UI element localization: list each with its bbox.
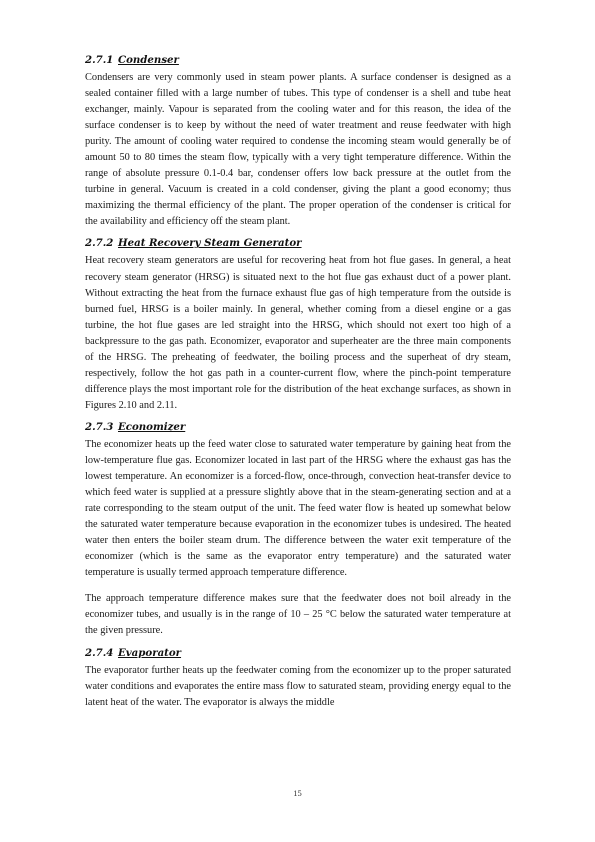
- paragraph: The economizer heats up the feed water close to saturated water temperature by gaining heat from the low-temperature flue gas. Economizer located in last part of the HRSG where the exhaust gas has the lowest temperature. An economizer is a forced-flow, once-through, convection heat-transfer device to which feed water is supplied at a pressure slightly above that in the steam-generating section and at a rate corresponding to the steam output of the unit. The feed water flow is heated up somewhat below the saturated water temperature because evaporation in the economizer tubes is undesired. The heated water then enters the boiler steam drum. The difference between the water exit temperature of the economizer (which is the same as the evaporator entry temperature) and the saturated water temperature is usually termed approach temperature difference.: [85, 438, 511, 579]
- section-number: 2.7.4: [85, 646, 114, 659]
- page-number: 15: [293, 788, 302, 798]
- page-content: [85, 54, 511, 711]
- paragraph: The evaporator further heats up the feedwater coming from the economizer up to the proper saturated water conditions and evaporates the entire mass flow to saturated steam, providing energy equal to the latent heat of the water. The evaporator is always the middle: [85, 664, 511, 708]
- section-heading-evaporator: [85, 647, 511, 660]
- paragraph: The approach temperature difference makes sure that the feedwater does not boil already in the economizer tubes, and usually is in the range of 10 – 25 °C below the saturated water temperature at the given pressure.: [85, 593, 511, 637]
- section-title: Economizer: [118, 420, 186, 433]
- paragraph: Heat recovery steam generators are useful for recovering heat from hot flue gases. In general, a heat recovery steam generator (HRSG) is situated next to the hot flue gas exhaust duct of a power plant. Without extracting the heat from the furnace exhaust flue gas of high temperature from the outside is burned fuel, HRSG is a boiler mainly. In general, whether coming from a diesel engine or a gas turbine, the hot flue gases are led straight into the HRSG, which should not exert too high of a backpressure to the gas path. Economizer, evaporator and superheater are the three main components of the HRSG. The preheating of feedwater, the boiling process and the superheat of dry steam, respectively, follow the hot gas path in a counter-current flow, where the pinch-point temperature difference plays the most important role for the distribution of the heat exchange surfaces, as shown in Figures 2.10 and 2.11.: [85, 255, 511, 411]
- section-number: 2.7.2: [85, 237, 114, 250]
- section-heading-economizer: [85, 421, 511, 434]
- section-title: Heat Recovery Steam Generator: [118, 237, 302, 250]
- section-number: 2.7.3: [85, 420, 114, 433]
- section-title: Evaporator: [118, 646, 182, 659]
- section-heading-hrsg: [85, 237, 511, 250]
- section-heading-condenser: [85, 54, 511, 67]
- paragraph: Condensers are very commonly used in steam power plants. A surface condenser is designed as a sealed container filled with a large number of tubes. This type of condenser is a shell and tube heat exchanger, mainly. Vapour is separated from the cooling water and for this reason, the idea of the surface condenser is to keep by without the need of water treatment and reuse feedwater with high purity. The amount of cooling water required to condense the incoming steam would generally be of amount 50 to 80 times the steam flow, typically with a very tight temperature difference. Within the range of absolute pressure 0.1-0.4 bar, condenser offers low back pressure at the outlet from the turbine in general. Vacuum is created in a cold condenser, giving the plant a good economy; thus maximizing the thermal efficiency of the plant. The proper operation of the condenser is critical for the availability and efficiency off the steam plant.: [85, 72, 511, 228]
- section-title: Condenser: [118, 54, 179, 66]
- section-number: 2.7.1: [85, 54, 114, 66]
